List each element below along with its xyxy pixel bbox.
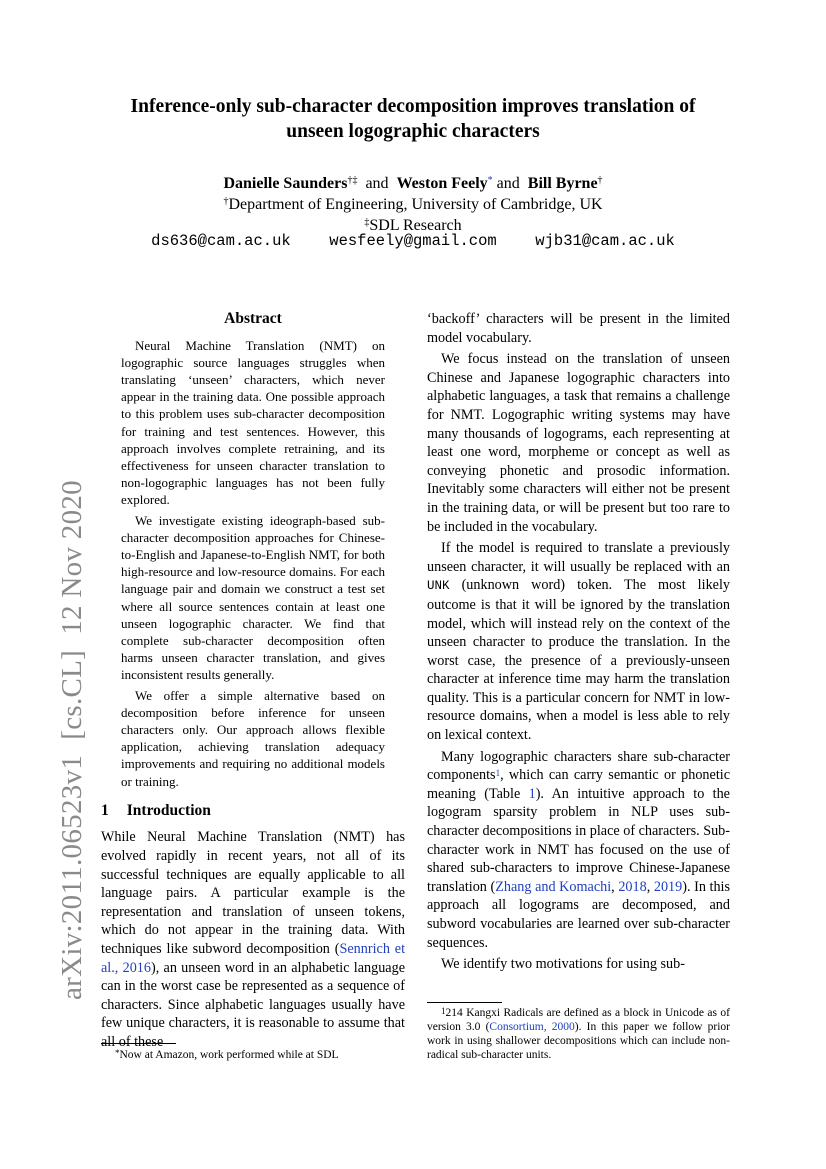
author-emails: ds636@cam.ac.uk wesfeely@gmail.com wjb31@cam.ac.uk [151, 232, 675, 250]
footnote-text: 214 Kangxi Radicals are defined as a block in Unicode as of version 3.0 ( [427, 1007, 730, 1033]
citation-link[interactable]: 2019 [653, 878, 683, 895]
section-title: Introduction [126, 801, 211, 819]
citation-link[interactable]: Sennrich et al., 2016 [101, 941, 406, 976]
footnote-mark[interactable]: * [487, 175, 493, 186]
affiliation-mark: † [223, 196, 229, 207]
affiliation: Department of Engineering, University of Cambridge, UK [228, 196, 603, 213]
affiliation-line [100, 194, 726, 215]
text-run: , which can carry semantic or phonetic meaning (Table [427, 767, 730, 802]
footnote [427, 1006, 730, 1062]
right-column [427, 310, 730, 974]
text-run: , [646, 878, 654, 895]
body-paragraph: We focus instead on the translation of unseen Chinese and Japanese logographic characters into alphabetic languages, a task that remains a challenge for NMT. Logographic writing systems may have many thousands of logograms, each representing at least one word, morpheme or concept as well as conveying phonetic and prosodic information. Inevitably some characters will either not be present in the training data, or will be present but too rare to be included in the vocabulary. [427, 351, 730, 535]
text-run: While Neural Machine Translation (NMT) has evolved rapidly in recent years, not all of its successful techniques are equally applicable to all language pairs. A particular example is the representation and translation of unseen tokens, which do not appear in the training data. With techniques like subword decomposition ( [101, 829, 405, 958]
affiliation-mark: † [597, 175, 603, 186]
paper-title: Inference-only sub-character decomposition improves translation of unseen logographic characters [130, 96, 696, 142]
text-run: ). An intuitive approach to the logogram sparsity problem in NLP uses sub-character decompositions in place of characters. Sub-character work in NMT has focused on the use of shared sub-characters to improve Chinese-Japanese translation ( [427, 785, 730, 895]
section-number: 1 [101, 801, 109, 819]
author-line [100, 173, 726, 194]
body-paragraph [427, 539, 730, 745]
body-paragraph [101, 828, 405, 1051]
arxiv-stamp: arXiv:2011.06523v1 [cs.CL] 12 Nov 2020 [56, 480, 88, 1000]
section-heading [101, 802, 405, 821]
affiliation-mark: †‡ [347, 175, 358, 186]
abstract-heading: Abstract [224, 310, 282, 327]
conjunction: and [496, 175, 520, 192]
text-run: , [611, 878, 619, 895]
unk-token: UNK [427, 579, 450, 594]
affiliation-mark: ‡ [364, 217, 370, 228]
footnote-mark: * [115, 1048, 120, 1058]
footnote-mark: 1 [441, 1006, 446, 1016]
text-run: ). In this approach all logograms are decomposed, and subword vocabularies are learned over sub-character sequences. [427, 878, 731, 951]
author-block [100, 173, 726, 236]
footnote-link[interactable]: 1 [495, 768, 501, 779]
author-name: Danielle Saunders [223, 175, 348, 192]
abstract-paragraph: Neural Machine Translation (NMT) on logographic source languages struggles when translating ‘unseen’ characters, which never appear in the training data. One possible approach to this problem uses sub-character decomposition for training and test sentences. However, this approach involves complete retraining, and its effectiveness for unseen character translation to non-logographic languages has not been fully explored. [121, 337, 385, 508]
abstract-paragraph: We investigate existing ideograph-based sub-character decomposition approaches for Chinese-to-English and Japanese-to-English NMT, for both high-resource and low-resource domains. For each language pair and domain we construct a test set where all source sentences contain at least one unseen logographic character. We find that complete sub-character decomposition often harms unseen character translation, and gives inconsistent results generally. [121, 512, 385, 683]
author-name: Bill Byrne [527, 175, 598, 192]
conjunction: and [365, 175, 389, 192]
author-name: Weston Feely [396, 175, 488, 192]
footnote-rule [427, 1002, 502, 1003]
citation-link[interactable]: Consortium, 2000 [489, 1021, 575, 1033]
citation-link[interactable]: 2018 [618, 878, 647, 895]
abstract-paragraph: We offer a simple alternative based on decomposition before inference for unseen characters only. Our approach allows flexible application, achieving translation adequacy improvements and requiring no additional models or training. [121, 687, 385, 789]
footnote [101, 1048, 405, 1062]
affiliation: SDL Research [369, 217, 462, 234]
text-run: Many logographic characters share sub-character components [427, 748, 730, 784]
body-paragraph: ‘backoff’ characters will be present in the limited model vocabulary. [427, 311, 730, 346]
footnote-rule [101, 1043, 176, 1044]
abstract-body [101, 337, 405, 790]
left-column [101, 310, 405, 1052]
table-link[interactable]: 1 [528, 785, 536, 802]
citation-link[interactable]: Zhang and Komachi [495, 878, 612, 895]
footnote-text: Now at Amazon, work performed while at SDL [119, 1049, 339, 1061]
text-run: If the model is required to translate a previously unseen character, it will usually be replaced with an [427, 540, 730, 575]
body-paragraph [427, 748, 730, 953]
body-paragraph: We identify two motivations for using sub- [441, 956, 685, 973]
text-run: ), an unseen word in an alphabetic language can in the worst case be represented as a sequence of characters. Since alphabetic languages usually have few unique characters, it is reasonable to assume that all of these [101, 959, 405, 1050]
text-run: (unknown word) token. The most likely outcome is that it will be ignored by the translation model, which will instead rely on the context of the unseen character to produce the translation. In the worst case, the presence of a previously-unseen character at inference time may harm the translation quality. This is a particular concern for NMT in low-resource domains, when a model is less able to rely on lexical context. [427, 577, 730, 744]
footnote-text: ). In this paper we follow prior work in using shallower decompositions which can include non-radical sub-character units. [427, 1021, 731, 1061]
